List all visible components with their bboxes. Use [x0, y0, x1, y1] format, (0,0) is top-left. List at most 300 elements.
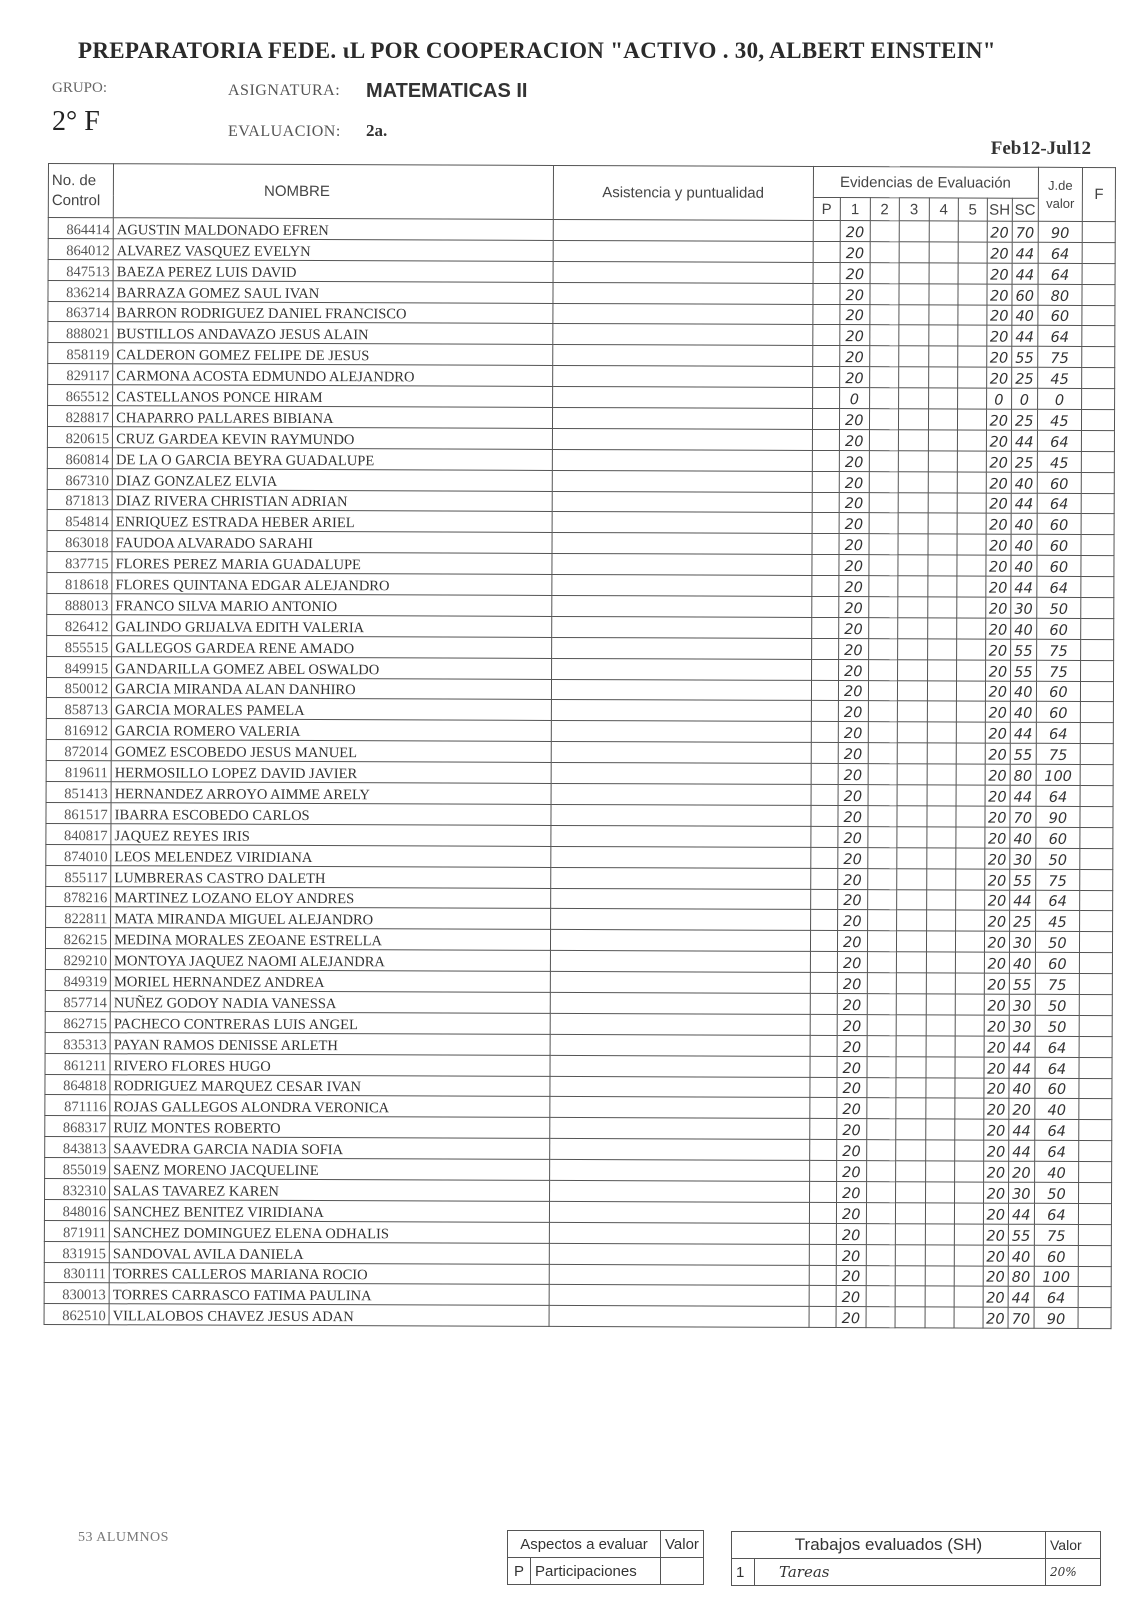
evidence-4-cell [925, 1245, 955, 1266]
control-number: 835313 [45, 1032, 110, 1053]
control-number: 865512 [48, 385, 113, 406]
p-cell [811, 784, 839, 805]
grades-body [44, 218, 1115, 1329]
jdevalor-cell: 60 [1036, 556, 1081, 577]
student-name: FLORES PEREZ MARIA GUADALUPE [112, 552, 552, 575]
jdevalor-cell: 60 [1036, 702, 1081, 723]
control-number: 868317 [45, 1116, 110, 1137]
trabajos-row-valor: 20% [1046, 1559, 1101, 1586]
f-cell [1079, 1036, 1112, 1057]
p-cell [810, 910, 838, 931]
jdevalor-cell: 60 [1037, 305, 1082, 326]
jdevalor-cell: 64 [1036, 576, 1081, 597]
evidence-2-cell [866, 1161, 896, 1182]
control-number: 828817 [47, 406, 112, 427]
evidence-2-cell [869, 304, 899, 325]
evidence-5-cell [955, 952, 984, 973]
asistencia-cell [551, 804, 811, 826]
jdevalor-cell: 60 [1036, 618, 1081, 639]
student-name: BARRON RODRIGUEZ DANIEL FRANCISCO [113, 301, 553, 324]
sc-cell: 44 [1008, 1287, 1034, 1308]
jdevalor-cell: 64 [1035, 890, 1080, 911]
control-number: 849915 [47, 656, 112, 677]
jdevalor-cell: 64 [1034, 1120, 1079, 1141]
evidence-5-cell [954, 1307, 983, 1328]
evidence-4-cell [926, 1057, 956, 1078]
control-number: 848016 [44, 1199, 109, 1220]
control-number: 864818 [45, 1074, 110, 1095]
evidence-1-cell: 20 [840, 241, 870, 262]
trabajos-table [731, 1531, 1101, 1586]
p-cell [809, 1161, 837, 1182]
evidence-5-cell [956, 910, 985, 931]
sc-cell: 30 [1009, 994, 1035, 1015]
control-number: 849319 [45, 970, 110, 991]
control-number: 832310 [45, 1178, 110, 1199]
jdevalor-cell: 45 [1037, 368, 1082, 389]
evidence-2-cell [869, 450, 899, 471]
sh-cell: 20 [985, 576, 1011, 597]
student-name: VILLALOBOS CHAVEZ JESUS ADAN [109, 1304, 549, 1327]
sc-cell: 44 [1009, 1036, 1035, 1057]
student-name: PACHECO CONTRERAS LUIS ANGEL [110, 1012, 550, 1035]
asistencia-cell [553, 261, 813, 283]
f-cell [1080, 806, 1113, 827]
jdevalor-cell: 60 [1037, 514, 1082, 535]
evidence-2-cell [867, 868, 897, 889]
evidence-1-cell: 20 [837, 1182, 867, 1203]
evidence-3-cell [898, 555, 928, 576]
sc-cell: 20 [1009, 1099, 1035, 1120]
asistencia-cell [553, 324, 813, 346]
evidence-1-cell: 20 [839, 638, 869, 659]
evidence-4-cell [925, 1161, 955, 1182]
evidence-3-cell [897, 868, 927, 889]
p-cell [812, 388, 840, 409]
student-name: AGUSTIN MALDONADO EFREN [113, 218, 553, 241]
sh-cell: 20 [986, 346, 1012, 367]
jdevalor-cell: 75 [1036, 639, 1081, 660]
evidence-1-cell: 20 [837, 1140, 867, 1161]
p-cell [811, 764, 839, 785]
control-number: 840817 [46, 823, 111, 844]
student-name: TORRES CARRASCO FATIMA PAULINA [109, 1283, 549, 1306]
p-cell [810, 805, 838, 826]
student-name: RIVERO FLORES HUGO [110, 1053, 550, 1076]
student-name: CHAPARRO PALLARES BIBIANA [113, 406, 553, 429]
evidence-1-cell: 20 [839, 534, 869, 555]
evidence-4-cell [925, 1224, 955, 1245]
evidence-4-cell [925, 1119, 955, 1140]
evidence-2-cell [868, 680, 898, 701]
sh-cell: 20 [983, 1182, 1009, 1203]
asistencia-cell [551, 679, 811, 701]
sh-cell: 20 [983, 1307, 1009, 1328]
p-cell [812, 471, 840, 492]
student-name: SALAS TAVAREZ KAREN [110, 1179, 550, 1202]
f-cell [1081, 681, 1114, 702]
p-cell [812, 283, 840, 304]
f-cell [1081, 660, 1114, 681]
asistencia-cell [551, 867, 811, 889]
evidence-2-cell [866, 1182, 896, 1203]
p-cell [809, 1286, 837, 1307]
f-cell [1082, 472, 1115, 493]
evidence-4-cell [929, 242, 959, 263]
p-cell [812, 450, 840, 471]
asistencia-cell [552, 533, 812, 555]
evidence-3-cell [895, 1224, 925, 1245]
evidence-2-cell [869, 283, 899, 304]
evidence-3-cell [897, 847, 927, 868]
evidence-1-cell: 20 [837, 1119, 867, 1140]
evidence-4-cell [928, 472, 958, 493]
f-cell [1082, 451, 1115, 472]
evidence-4-cell [926, 889, 956, 910]
evidence-4-cell [925, 1203, 955, 1224]
jdevalor-cell: 75 [1037, 347, 1082, 368]
sc-cell: 70 [1008, 1308, 1034, 1329]
sc-cell: 30 [1009, 931, 1035, 952]
asistencia-cell [551, 846, 811, 868]
evidence-3-cell [897, 764, 927, 785]
evidence-1-cell: 20 [839, 617, 869, 638]
evidence-4-cell [926, 1015, 956, 1036]
asistencia-cell [550, 951, 810, 973]
f-cell [1080, 932, 1113, 953]
p-cell [810, 847, 838, 868]
asistencia-cell [551, 721, 811, 743]
f-cell [1081, 702, 1114, 723]
header-nombre: NOMBRE [113, 164, 553, 220]
control-number: 826412 [47, 614, 112, 635]
evidence-5-cell [958, 221, 987, 242]
sh-cell: 20 [985, 764, 1011, 785]
sh-cell: 20 [984, 848, 1010, 869]
evidence-1-cell: 20 [840, 346, 870, 367]
f-cell [1080, 953, 1113, 974]
jdevalor-cell: 64 [1034, 1203, 1079, 1224]
f-cell [1079, 1015, 1112, 1036]
evidence-4-cell [926, 827, 956, 848]
evidence-4-cell [927, 722, 957, 743]
jdevalor-cell: 75 [1035, 973, 1080, 994]
sc-cell: 44 [1011, 576, 1037, 597]
sh-cell: 20 [985, 806, 1011, 827]
sc-cell: 44 [1012, 326, 1038, 347]
asistencia-cell [553, 303, 813, 325]
jdevalor-cell: 64 [1038, 242, 1083, 263]
student-name: FLORES QUINTANA EDGAR ALEJANDRO [112, 573, 552, 596]
sc-cell: 44 [1008, 1203, 1034, 1224]
grades-table [44, 163, 1116, 1329]
evidence-3-cell [895, 1203, 925, 1224]
asistencia-cell [549, 1180, 809, 1202]
evidence-4-cell [928, 325, 958, 346]
aspectos-p: P [508, 1558, 531, 1585]
evidence-3-cell [899, 263, 929, 284]
evidence-5-cell [955, 994, 984, 1015]
jdevalor-cell: 45 [1035, 911, 1080, 932]
evidence-5-cell [957, 534, 986, 555]
f-cell [1080, 994, 1113, 1015]
sh-cell: 20 [984, 827, 1010, 848]
evidence-2-cell [866, 1203, 896, 1224]
evidence-4-cell [928, 346, 958, 367]
evidence-4-cell [927, 597, 957, 618]
student-name: GARCIA MORALES PAMELA [112, 698, 552, 721]
p-cell [810, 889, 838, 910]
asistencia-cell [551, 783, 811, 805]
evidence-4-cell [925, 1307, 955, 1328]
control-number: 861211 [45, 1053, 110, 1074]
evidence-1-cell: 20 [837, 993, 867, 1014]
f-cell [1082, 305, 1115, 326]
evidence-2-cell [867, 826, 897, 847]
evidence-3-cell [899, 388, 929, 409]
sh-cell: 20 [984, 1015, 1010, 1036]
sh-cell: 20 [985, 681, 1011, 702]
evidence-3-cell [897, 889, 927, 910]
evidence-1-cell: 20 [839, 450, 869, 471]
jdevalor-cell: 75 [1036, 744, 1081, 765]
f-cell [1079, 1224, 1112, 1245]
evidence-2-cell [869, 388, 899, 409]
evidence-5-cell [957, 472, 986, 493]
evidence-5-cell [954, 1224, 983, 1245]
evidence-2-cell [866, 1077, 896, 1098]
evidence-5-cell [958, 263, 987, 284]
control-number: 863018 [47, 531, 112, 552]
sh-cell: 20 [987, 221, 1013, 242]
control-number: 860814 [47, 447, 112, 468]
control-number: 862715 [45, 1011, 110, 1032]
control-number: 888013 [47, 594, 112, 615]
f-cell [1081, 577, 1114, 598]
evidence-3-cell [897, 827, 927, 848]
f-cell [1080, 911, 1113, 932]
asistencia-cell [551, 825, 811, 847]
sc-cell: 40 [1010, 827, 1036, 848]
evidence-5-cell [955, 973, 984, 994]
evidence-1-cell: 20 [839, 471, 869, 492]
evidence-2-cell [867, 847, 897, 868]
table-row [44, 1304, 1111, 1329]
evidence-3-cell [898, 430, 928, 451]
evidence-4-cell [927, 701, 957, 722]
sc-cell: 40 [1008, 1245, 1034, 1266]
evidence-2-cell [868, 785, 898, 806]
f-cell [1082, 284, 1115, 305]
asistencia-cell [550, 930, 810, 952]
evidence-5-cell [955, 1078, 984, 1099]
sc-cell: 80 [1010, 764, 1036, 785]
f-cell [1078, 1287, 1111, 1308]
student-name: BUSTILLOS ANDAVAZO JESUS ALAIN [113, 322, 553, 345]
evidence-5-cell [956, 889, 985, 910]
sh-cell: 20 [985, 639, 1011, 660]
asistencia-cell [552, 637, 812, 659]
jdevalor-cell: 40 [1034, 1161, 1079, 1182]
sh-cell: 20 [987, 263, 1013, 284]
evidence-5-cell [955, 1119, 984, 1140]
f-cell [1081, 598, 1114, 619]
student-name: IBARRA ESCOBEDO CARLOS [111, 803, 551, 826]
student-name: MONTOYA JAQUEZ NAOMI ALEJANDRA [111, 949, 551, 972]
asistencia-cell [553, 240, 813, 262]
evidence-5-cell [955, 1098, 984, 1119]
sc-cell: 55 [1012, 347, 1038, 368]
asistencia-cell [553, 282, 813, 304]
evidence-5-cell [956, 848, 985, 869]
jdevalor-cell: 45 [1037, 451, 1082, 472]
evidence-4-cell [926, 994, 956, 1015]
evidence-5-cell [957, 597, 986, 618]
student-name: GALINDO GRIJALVA EDITH VALERIA [112, 615, 552, 638]
p-cell [812, 429, 840, 450]
asistencia-cell [551, 742, 811, 764]
sh-cell: 20 [986, 472, 1012, 493]
evidence-2-cell [867, 973, 897, 994]
f-cell [1080, 869, 1113, 890]
sc-cell: 55 [1009, 973, 1035, 994]
evidence-3-cell [896, 1140, 926, 1161]
p-cell [809, 1119, 837, 1140]
evidence-3-cell [897, 701, 927, 722]
student-name: BARRAZA GOMEZ SAUL IVAN [113, 280, 553, 303]
evidence-5-cell [955, 1015, 984, 1036]
evidence-4-cell [925, 1140, 955, 1161]
f-cell [1079, 1182, 1112, 1203]
control-number: 855515 [47, 635, 112, 656]
sc-cell: 40 [1011, 535, 1037, 556]
evidence-2-cell [869, 325, 899, 346]
evidence-1-cell: 20 [837, 1077, 867, 1098]
control-number: 822811 [46, 907, 111, 928]
header-2: 2 [870, 198, 900, 221]
f-cell [1079, 1099, 1112, 1120]
p-cell [813, 241, 841, 262]
control-number: 872014 [46, 740, 111, 761]
evidence-5-cell [954, 1245, 983, 1266]
evidence-1-cell: 20 [837, 973, 867, 994]
aspectos-table [507, 1530, 704, 1585]
evidence-5-cell [955, 1161, 984, 1182]
student-name: RUIZ MONTES ROBERTO [110, 1116, 550, 1139]
evidence-2-cell [868, 764, 898, 785]
evidence-4-cell [928, 451, 958, 472]
evidence-4-cell [927, 660, 957, 681]
student-name: PAYAN RAMOS DENISSE ARLETH [110, 1032, 550, 1055]
evidence-5-cell [956, 785, 985, 806]
evidence-4-cell [927, 764, 957, 785]
evidence-3-cell [896, 994, 926, 1015]
control-number: 831915 [44, 1241, 109, 1262]
sh-cell: 20 [983, 1287, 1009, 1308]
jdevalor-cell: 60 [1035, 952, 1080, 973]
asistencia-cell [552, 428, 812, 450]
jdevalor-cell: 60 [1037, 472, 1082, 493]
control-number: 871813 [47, 489, 112, 510]
sc-cell: 55 [1011, 639, 1037, 660]
evidence-5-cell [957, 430, 986, 451]
asistencia-cell [551, 763, 811, 785]
sh-cell: 20 [986, 493, 1012, 514]
asistencia-cell [552, 491, 812, 513]
jdevalor-cell: 60 [1036, 681, 1081, 702]
evidence-4-cell [927, 806, 957, 827]
sh-cell: 20 [983, 1266, 1009, 1287]
evidence-2-cell [867, 994, 897, 1015]
student-name: ALVAREZ VASQUEZ EVELYN [113, 239, 553, 262]
p-cell [811, 743, 839, 764]
sc-cell: 40 [1009, 1078, 1035, 1099]
evidence-5-cell [955, 1203, 984, 1224]
evidence-2-cell [866, 1119, 896, 1140]
f-cell [1080, 890, 1113, 911]
evidence-1-cell: 20 [837, 1161, 867, 1182]
f-cell [1079, 1057, 1112, 1078]
jdevalor-cell: 50 [1034, 1182, 1079, 1203]
evidence-4-cell [926, 868, 956, 889]
student-name: HERMOSILLO LOPEZ DAVID JAVIER [111, 761, 551, 784]
evidence-3-cell [898, 451, 928, 472]
evidence-1-cell: 20 [837, 1035, 867, 1056]
student-name: CARMONA ACOSTA EDMUNDO ALEJANDRO [113, 364, 553, 387]
evidence-5-cell [954, 1266, 983, 1287]
control-number: 874010 [46, 844, 111, 865]
control-number: 851413 [46, 782, 111, 803]
sh-cell: 20 [983, 1224, 1009, 1245]
student-name: GARCIA MIRANDA ALAN DANHIRO [112, 677, 552, 700]
student-name: HERNANDEZ ARROYO AIMME ARELY [111, 782, 551, 805]
asistencia-cell [549, 1222, 809, 1244]
evidence-2-cell [870, 242, 900, 263]
evidence-3-cell [898, 659, 928, 680]
evidence-4-cell [926, 931, 956, 952]
evidence-4-cell [927, 785, 957, 806]
evidence-2-cell [866, 1286, 896, 1307]
student-name: FRANCO SILVA MARIO ANTONIO [112, 594, 552, 617]
evidence-1-cell: 20 [836, 1307, 866, 1328]
evidence-1-cell: 20 [840, 304, 870, 325]
p-cell [809, 1202, 837, 1223]
evidence-3-cell [895, 1286, 925, 1307]
student-name: DIAZ RIVERA CHRISTIAN ADRIAN [112, 489, 552, 512]
evidence-1-cell: 20 [837, 1014, 867, 1035]
jdevalor-cell: 100 [1034, 1266, 1079, 1287]
sh-cell: 20 [983, 1119, 1009, 1140]
student-name: GARCIA ROMERO VALERIA [111, 719, 551, 742]
header-control: No. de Control [48, 164, 113, 218]
asistencia-cell [550, 1139, 810, 1161]
control-number: 818618 [47, 573, 112, 594]
student-name: SAAVEDRA GARCIA NADIA SOFIA [110, 1137, 550, 1160]
sc-cell: 0 [1012, 388, 1038, 409]
sc-cell: 40 [1012, 305, 1038, 326]
evidence-2-cell [870, 221, 900, 242]
asistencia-cell [550, 1160, 810, 1182]
f-cell [1082, 389, 1115, 410]
sh-cell: 20 [986, 534, 1012, 555]
student-name: MATA MIRANDA MIGUEL ALEJANDRO [111, 907, 551, 930]
evidence-5-cell [957, 660, 986, 681]
evidence-4-cell [925, 1077, 955, 1098]
evidence-2-cell [867, 952, 897, 973]
f-cell [1082, 263, 1115, 284]
asistencia-cell [553, 345, 813, 367]
evidence-2-cell [869, 367, 899, 388]
